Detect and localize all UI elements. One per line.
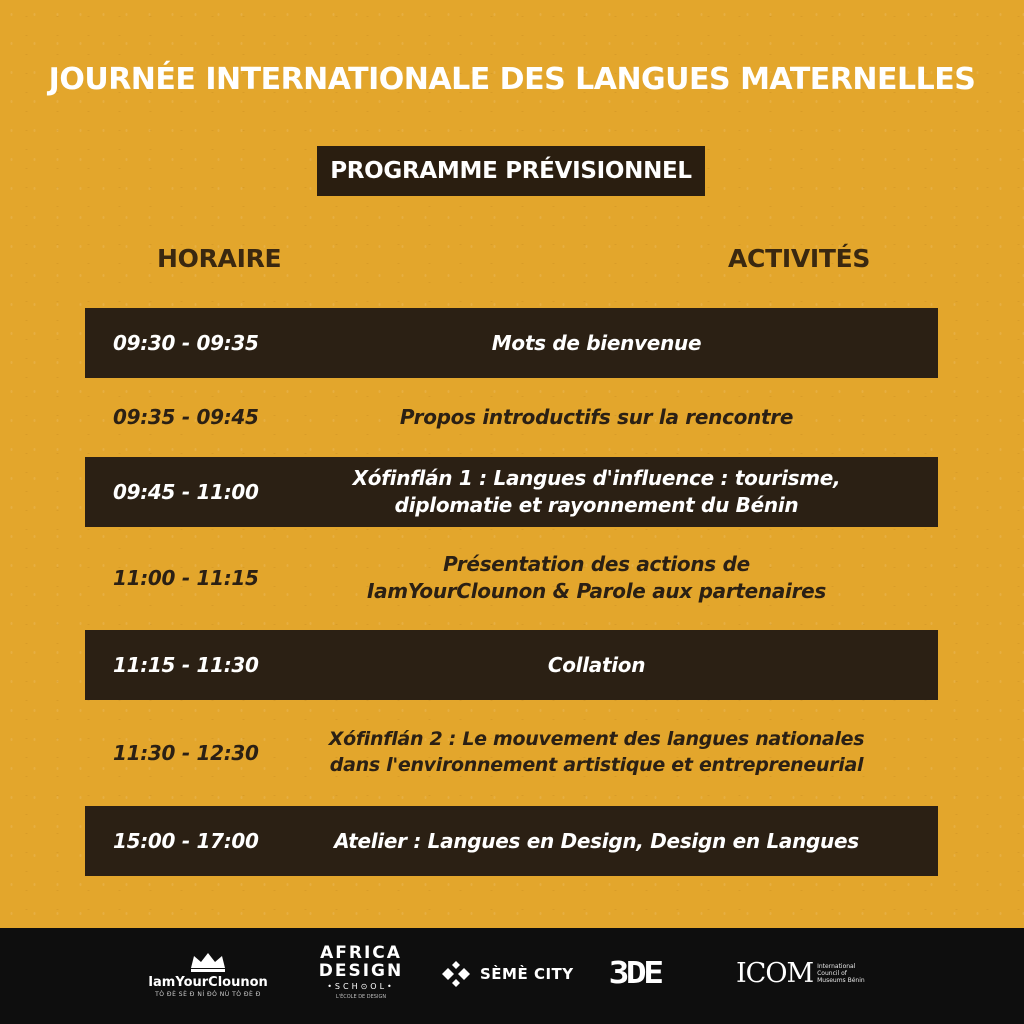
schedule-activity-line: diplomatie et rayonnement du Bénin: [394, 493, 799, 517]
schedule-time: 11:30 - 12:30: [113, 741, 259, 765]
icom-name: ICOM: [736, 958, 814, 989]
schedule-row: [85, 630, 938, 700]
schedule-activity: [285, 330, 938, 357]
schedule-row: [85, 457, 938, 527]
schedule-activity-line: Propos introductifs sur la rencontre: [399, 404, 794, 429]
schedule-activity: [285, 727, 938, 778]
icom-logo: [736, 958, 869, 989]
schedule-activity-line: Xófinflán 2 : Le mouvement des langues nationales: [328, 728, 865, 751]
3de-name: 3DE: [608, 956, 661, 991]
schedule-activity-line: Xófinflán 1 : Langues d'influence : tourisme,: [352, 466, 841, 490]
programme-badge: PROGRAMME PRÉVISIONNEL: [317, 146, 705, 196]
schedule-activity-line: Atelier : Langues en Design, Design en Langues: [334, 828, 859, 853]
iamyourclounon-tagline: TÒ ĐÈ SÈ Ɖ NÍ ĐÓ NÙ TÒ ĐÈ Ɖ: [155, 991, 261, 998]
schedule-row: [85, 540, 938, 616]
schedule-activity: [285, 652, 938, 679]
schedule-activity: [285, 551, 938, 605]
schedule-activity: [285, 465, 938, 519]
partner-logos-footer: [0, 928, 1024, 1024]
seme-city-logo: [440, 961, 574, 987]
icom-subtitle: International Council of Museums Bénin: [817, 963, 865, 984]
iamyourclounon-name: IamYourClounon: [148, 975, 268, 990]
3de-logo: [608, 956, 661, 991]
column-header-activites: ACTIVITÉS: [728, 244, 871, 273]
schedule-row: [85, 308, 938, 378]
schedule-row: [85, 384, 938, 450]
schedule-activity-line: Collation: [547, 652, 646, 677]
schedule-time: 09:45 - 11:00: [113, 480, 259, 504]
schedule-time: 09:30 - 09:35: [113, 331, 259, 355]
schedule-activity-line: IamYourClounon & Parole aux partenaires: [366, 579, 827, 603]
ads-line-design: DESIGN: [318, 961, 404, 981]
seme-city-name: SÈMÈ CITY: [480, 965, 574, 983]
schedule-time: 15:00 - 17:00: [113, 829, 259, 853]
column-header-horaire: HORAIRE: [157, 244, 282, 273]
iamyourclounon-logo: [142, 950, 274, 998]
schedule-time: 11:15 - 11:30: [113, 653, 259, 677]
schedule-time: 09:35 - 09:45: [113, 405, 259, 429]
schedule-activity-line: dans l'environnement artistique et entrepreneurial: [329, 754, 864, 776]
crown-icon: [188, 950, 228, 972]
seme-city-mark-icon: [440, 961, 472, 987]
africa-design-school-logo: [318, 944, 404, 1000]
schedule-activity: [285, 404, 938, 431]
schedule-activity-line: Mots de bienvenue: [491, 330, 702, 355]
schedule-row: [85, 714, 938, 792]
schedule-time: 11:00 - 11:15: [113, 566, 259, 590]
schedule-row: [85, 806, 938, 876]
ads-line-tagline: L'ÉCOLE DE DESIGN: [335, 994, 387, 1000]
schedule-activity: [285, 828, 938, 855]
page-title: JOURNÉE INTERNATIONALE DES LANGUES MATERNELLES: [48, 62, 976, 97]
schedule-activity-line: Présentation des actions de: [443, 552, 750, 576]
ads-line-school: •SCH⊙OL•: [327, 982, 395, 991]
ads-line-africa: AFRICA: [320, 943, 402, 963]
